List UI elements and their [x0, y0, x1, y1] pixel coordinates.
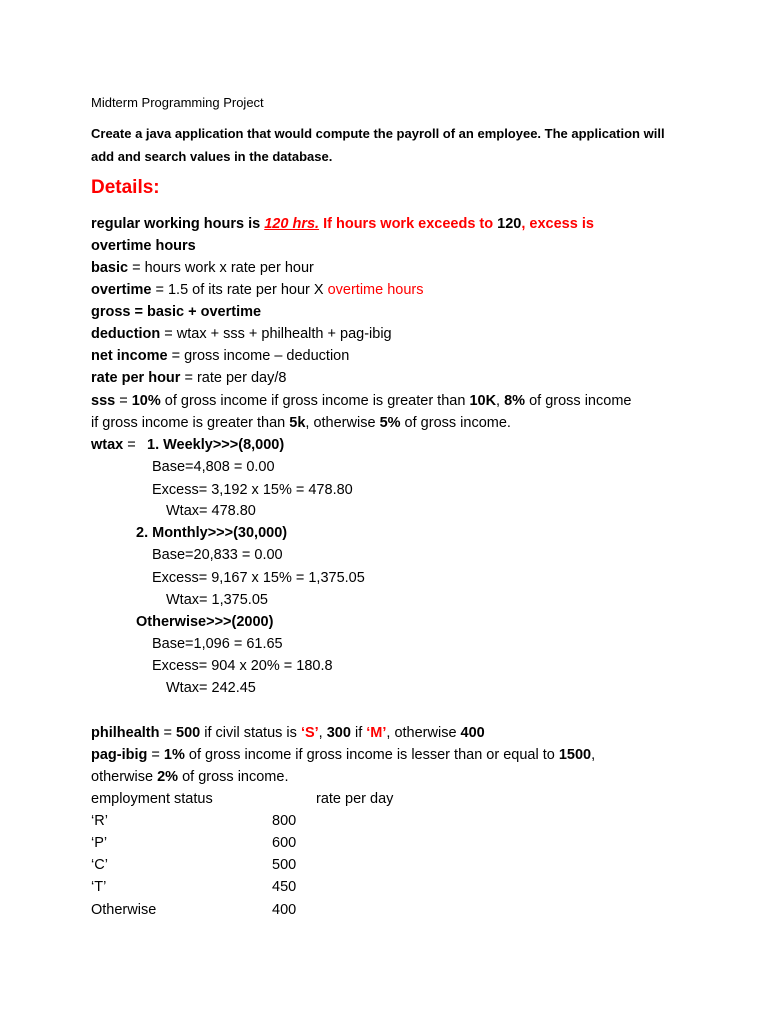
sss-text-5: if gross income is greater than — [91, 415, 290, 431]
wtax-otherwise-excess: Excess= 904 x 20% = 180.8 — [152, 658, 333, 674]
rate-per-day-cell: 500 — [272, 857, 297, 873]
philhealth-label: philhealth — [91, 725, 160, 741]
rate-per-hour-formula: = rate per day/8 — [180, 370, 287, 386]
intro-line-2: add and search values in the database. — [91, 149, 333, 164]
basic-formula: = hours work x rate per hour — [128, 260, 314, 276]
rate-per-hour-label: rate per hour — [91, 370, 181, 386]
basic-line — [91, 257, 314, 279]
sss-text-2: of gross income if gross income is greater than — [160, 393, 470, 409]
regular-hours-label: regular working hours is — [91, 216, 265, 232]
rate-per-day-cell: 800 — [272, 813, 297, 829]
wtax-monthly-heading: 2. Monthly>>>(30,000) — [136, 525, 288, 541]
sss-line-1 — [91, 390, 631, 412]
philhealth-married-amount: 300 — [326, 725, 351, 741]
wtax-otherwise-base: Base=1,096 = 61.65 — [152, 636, 283, 652]
basic-label: basic — [91, 260, 129, 276]
wtax-weekly-heading: 1. Weekly>>>(8,000) — [147, 437, 285, 453]
wtax-otherwise-heading: Otherwise>>>(2000) — [136, 614, 274, 630]
rate-per-day-header: rate per day — [316, 791, 394, 807]
net-income-line — [91, 345, 349, 367]
employment-status-cell: ‘R’ — [91, 813, 108, 829]
rate-per-day-cell: 600 — [272, 835, 297, 851]
sss-percent-5: 5% — [379, 415, 401, 431]
deduction-formula: = wtax + sss + philhealth + pag-ibig — [160, 326, 392, 342]
pagibig-text-3: , — [591, 747, 596, 763]
pagibig-text-2: of gross income if gross income is lesser than or equal to — [184, 747, 559, 763]
pagibig-text-4: otherwise — [91, 769, 158, 785]
philhealth-text-2: if civil status is — [200, 725, 301, 741]
regular-hours-exceeds: If hours work exceeds to — [319, 216, 498, 232]
pagibig-label: pag-ibig — [91, 747, 148, 763]
regular-hours-threshold: 120 — [497, 216, 522, 232]
sss-text-4: of gross income — [525, 393, 632, 409]
sss-line-2 — [91, 412, 511, 434]
employment-status-cell: Otherwise — [91, 902, 157, 918]
net-income-label: net income — [91, 348, 168, 364]
employment-status-header: employment status — [91, 791, 213, 807]
philhealth-line — [91, 722, 485, 744]
wtax-label: wtax — [91, 437, 124, 453]
sss-text-6: , otherwise — [305, 415, 380, 431]
rate-per-day-cell: 450 — [272, 879, 297, 895]
rate-per-day-cell: 400 — [272, 902, 297, 918]
sss-threshold-10k: 10K — [469, 393, 497, 409]
overtime-line — [91, 279, 423, 301]
deduction-label: deduction — [91, 326, 161, 342]
wtax-weekly-total: Wtax= 478.80 — [166, 503, 256, 519]
intro-line-1: Create a java application that would compute the payroll of an employee. The application will — [91, 126, 665, 141]
wtax-monthly-total: Wtax= 1,375.05 — [166, 592, 268, 608]
philhealth-text-4: if — [350, 725, 367, 741]
sss-label: sss — [91, 393, 116, 409]
employment-status-cell: ‘T’ — [91, 879, 107, 895]
wtax-otherwise-total: Wtax= 242.45 — [166, 680, 256, 696]
pagibig-percent-2: 2% — [157, 769, 179, 785]
pagibig-percent-1: 1% — [163, 747, 185, 763]
pagibig-text-1: = — [147, 747, 164, 763]
pagibig-threshold: 1500 — [558, 747, 592, 763]
philhealth-other-amount: 400 — [460, 725, 485, 741]
deduction-line — [91, 323, 392, 345]
philhealth-status-m: ‘M’ — [366, 725, 387, 741]
sss-threshold-5k: 5k — [289, 415, 306, 431]
details-heading: Details: — [91, 177, 160, 198]
philhealth-text-3: , — [318, 725, 327, 741]
regular-hours-line — [91, 213, 594, 235]
employment-status-cell: ‘P’ — [91, 835, 108, 851]
sss-percent-8: 8% — [504, 393, 526, 409]
philhealth-text-1: = — [159, 725, 177, 741]
overtime-label: overtime — [91, 282, 152, 298]
employment-status-cell: ‘C’ — [91, 857, 108, 873]
sss-text-1: = — [115, 393, 132, 409]
pagibig-line-1 — [91, 744, 595, 766]
pagibig-text-5: of gross income. — [178, 769, 289, 785]
regular-hours-value: 120 hrs. — [264, 216, 320, 232]
regular-hours-excess: , excess is — [521, 216, 594, 232]
philhealth-text-5: , otherwise — [386, 725, 461, 741]
rate-per-hour-line — [91, 367, 286, 389]
wtax-weekly-base: Base=4,808 = 0.00 — [152, 459, 275, 475]
wtax-monthly-base: Base=20,833 = 0.00 — [152, 547, 283, 563]
pagibig-line-2 — [91, 766, 288, 788]
wtax-weekly-excess: Excess= 3,192 x 15% = 478.80 — [152, 482, 353, 498]
document-title: Midterm Programming Project — [91, 95, 264, 110]
overtime-formula: = 1.5 of its rate per hour X — [151, 282, 328, 298]
wtax-monthly-excess: Excess= 9,167 x 15% = 1,375.05 — [152, 570, 365, 586]
philhealth-status-s: ‘S’ — [300, 725, 319, 741]
sss-text-7: of gross income. — [400, 415, 511, 431]
overtime-hours-term: overtime hours — [327, 282, 424, 298]
wtax-line — [91, 434, 136, 456]
wtax-eq: = — [123, 437, 136, 453]
philhealth-single-amount: 500 — [176, 725, 201, 741]
sss-text-3: , — [496, 393, 505, 409]
net-income-formula: = gross income – deduction — [167, 348, 350, 364]
sss-percent-10: 10% — [131, 393, 161, 409]
regular-hours-line-2: overtime hours — [91, 238, 196, 254]
gross-line: gross = basic + overtime — [91, 304, 262, 320]
